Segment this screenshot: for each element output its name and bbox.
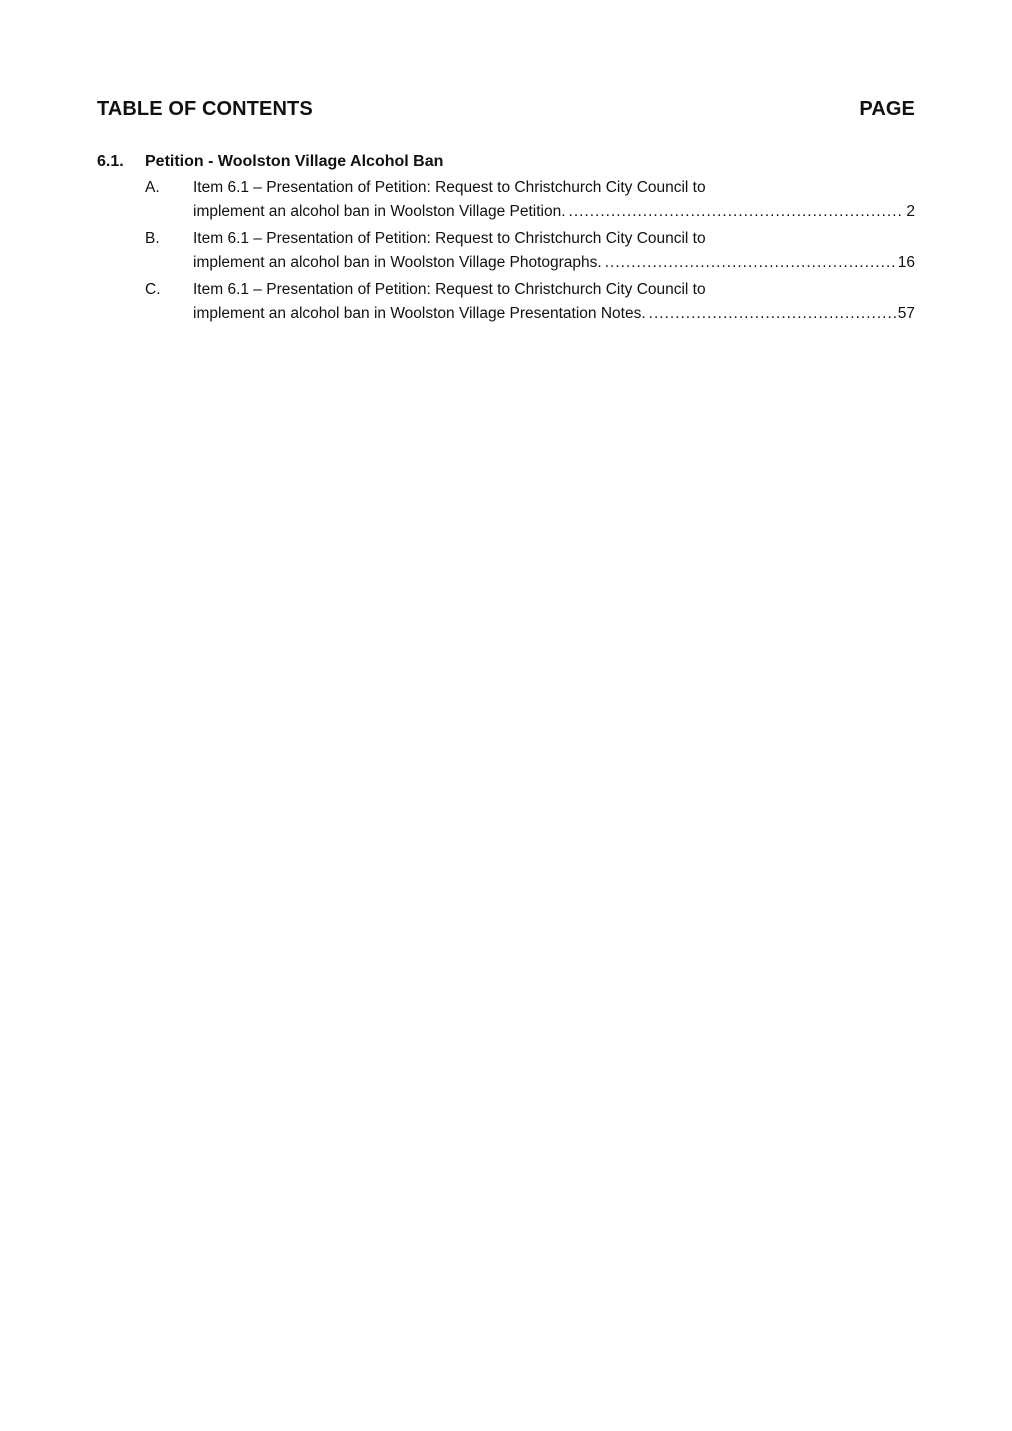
toc-header xyxy=(97,98,915,128)
entry-body xyxy=(193,278,915,326)
entry-title-line1: Item 6.1 – Presentation of Petition: Request to Christchurch City Council to xyxy=(193,281,706,298)
entry-letter: C. xyxy=(145,281,161,298)
dot-leader xyxy=(649,302,896,326)
entry-body xyxy=(193,176,915,224)
section-number: 6.1. xyxy=(97,153,124,170)
entry-letter: B. xyxy=(145,230,160,247)
entry-page-number: 2 xyxy=(906,203,915,220)
entry-title-line1: Item 6.1 – Presentation of Petition: Request to Christchurch City Council to xyxy=(193,230,706,247)
entry-body xyxy=(193,227,915,275)
toc-entry[interactable] xyxy=(97,227,915,275)
toc-entry[interactable] xyxy=(97,278,915,326)
entry-title-line2-row xyxy=(193,302,915,326)
toc-title: TABLE OF CONTENTS xyxy=(97,98,313,120)
entry-letter: A. xyxy=(145,179,160,196)
entry-title-line1: Item 6.1 – Presentation of Petition: Request to Christchurch City Council to xyxy=(193,179,706,196)
entry-title-line2: implement an alcohol ban in Woolston Village Presentation Notes. xyxy=(193,305,646,322)
section-title: Petition - Woolston Village Alcohol Ban xyxy=(145,153,444,170)
entry-page-number: 16 xyxy=(897,254,915,271)
toc-page-label: PAGE xyxy=(859,98,915,120)
dot-leader xyxy=(605,251,896,275)
entry-title-line2: implement an alcohol ban in Woolston Village Petition. xyxy=(193,203,566,220)
section-heading xyxy=(97,150,915,174)
entry-title-line2-row xyxy=(193,251,915,275)
toc-entry[interactable] xyxy=(97,176,915,224)
dot-leader xyxy=(569,200,905,224)
entry-title-line2: implement an alcohol ban in Woolston Village Photographs. xyxy=(193,254,602,271)
entry-title-line2-row xyxy=(193,200,915,224)
entry-page-number: 57 xyxy=(897,305,915,322)
toc-section xyxy=(97,150,915,329)
toc-entries xyxy=(97,176,915,326)
